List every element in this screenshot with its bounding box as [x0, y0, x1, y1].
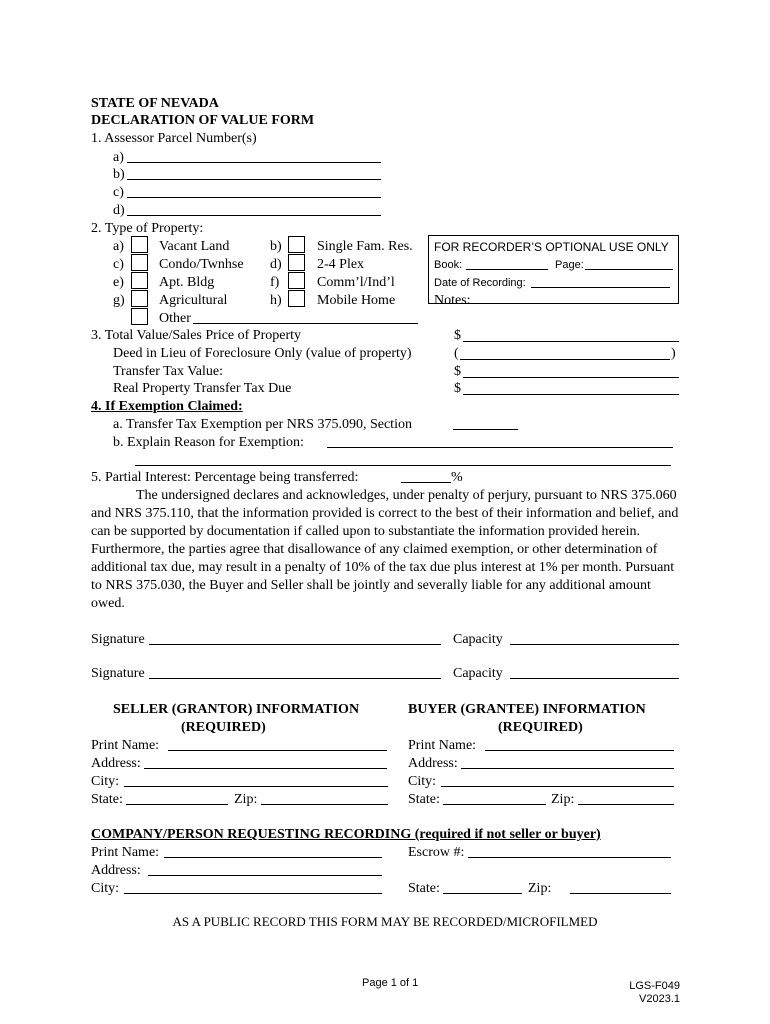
property-single-fam-checkbox[interactable] — [288, 236, 305, 253]
recorder-notes-label: Notes: — [434, 293, 471, 308]
parcel-a-field[interactable] — [127, 162, 381, 163]
partial-interest-label: 5. Partial Interest: Percentage being transferred: — [91, 470, 359, 485]
recorder-book-field[interactable] — [466, 269, 548, 270]
company-print-name-label: Print Name: — [91, 845, 160, 860]
exemption-section-label: a. Transfer Tax Exemption per NRS 375.090, Section — [113, 417, 412, 432]
parcel-c-label: c) — [113, 185, 124, 200]
property-single-fam-label: Single Fam. Res. — [317, 239, 413, 254]
company-escrow-field[interactable] — [468, 857, 671, 858]
property-agricultural-checkbox[interactable] — [131, 290, 148, 307]
transfer-tax-value-dollar: $ — [454, 364, 461, 379]
property-plex-checkbox[interactable] — [288, 254, 305, 271]
deed-in-lieu-field[interactable] — [460, 359, 670, 360]
form-version: V2023.1 — [639, 993, 680, 1005]
seller-print-name-field[interactable] — [168, 750, 387, 751]
parcel-d-field[interactable] — [127, 215, 381, 216]
signature-1-label: Signature — [91, 632, 145, 647]
total-value-field[interactable] — [463, 341, 679, 342]
exemption-reason-field-2[interactable] — [135, 465, 671, 466]
transfer-tax-value-field[interactable] — [463, 377, 679, 378]
company-zip-field[interactable] — [570, 893, 671, 894]
property-mobile-home-label: Mobile Home — [317, 293, 396, 308]
property-e-letter: e) — [113, 275, 124, 290]
capacity-1-label: Capacity — [453, 632, 503, 647]
parcel-b-field[interactable] — [127, 179, 381, 180]
capacity-2-label: Capacity — [453, 666, 503, 681]
seller-city-label: City: — [91, 774, 120, 789]
seller-address-label: Address: — [91, 756, 141, 771]
property-other-checkbox[interactable] — [131, 308, 148, 325]
signature-2-field[interactable] — [149, 678, 441, 679]
buyer-print-name-field[interactable] — [485, 750, 674, 751]
buyer-state-field[interactable] — [443, 804, 546, 805]
parcel-b-label: b) — [113, 167, 125, 182]
seller-state-label: State: — [91, 792, 123, 807]
property-a-letter: a) — [113, 239, 124, 254]
capacity-1-field[interactable] — [510, 644, 679, 645]
deed-close-paren: ) — [671, 346, 676, 361]
capacity-2-field[interactable] — [510, 678, 679, 679]
property-agricultural-label: Agricultural — [159, 293, 228, 308]
property-plex-label: 2-4 Plex — [317, 257, 365, 272]
seller-state-field[interactable] — [126, 804, 228, 805]
property-f-letter: f) — [270, 275, 280, 290]
company-city-label: City: — [91, 881, 120, 896]
company-zip-label: Zip: — [528, 881, 552, 896]
buyer-required: (REQUIRED) — [498, 720, 583, 735]
property-c-letter: c) — [113, 257, 124, 272]
property-apt-label: Apt. Bldg — [159, 275, 215, 290]
signature-1-field[interactable] — [149, 644, 441, 645]
recorder-page-field[interactable] — [585, 269, 673, 270]
property-comm-checkbox[interactable] — [288, 272, 305, 289]
property-comm-label: Comm’l/Ind’l — [317, 275, 395, 290]
transfer-tax-value-label: Transfer Tax Value: — [113, 364, 223, 379]
buyer-address-field[interactable] — [461, 768, 674, 769]
form-state-heading: STATE OF NEVADA — [91, 96, 219, 111]
company-print-name-field[interactable] — [164, 857, 382, 858]
parcel-a-label: a) — [113, 150, 124, 165]
recorder-date-label: Date of Recording: — [434, 277, 526, 289]
property-h-letter: h) — [270, 293, 282, 308]
buyer-print-name-label: Print Name: — [408, 738, 477, 753]
property-other-label: Other — [159, 311, 191, 326]
seller-heading: SELLER (GRANTOR) INFORMATION — [113, 702, 360, 717]
property-condo-checkbox[interactable] — [131, 254, 148, 271]
company-city-field[interactable] — [124, 893, 382, 894]
recorder-date-field[interactable] — [531, 287, 670, 288]
tax-due-dollar: $ — [454, 381, 461, 396]
section1-label: 1. Assessor Parcel Number(s) — [91, 131, 257, 146]
page-number: Page 1 of 1 — [362, 977, 419, 989]
property-condo-label: Condo/Twnhse — [159, 257, 244, 272]
exemption-reason-label: b. Explain Reason for Exemption: — [113, 435, 304, 450]
property-other-field[interactable] — [193, 323, 418, 324]
signature-2-label: Signature — [91, 666, 145, 681]
total-value-label: 3. Total Value/Sales Price of Property — [91, 328, 302, 343]
seller-zip-field[interactable] — [261, 804, 388, 805]
seller-address-field[interactable] — [144, 768, 387, 769]
form-id: LGS-F049 — [629, 980, 680, 992]
declaration-paragraph: The undersigned declares and acknowledges, under penalty of perjury, pursuant to NRS 375.060 and NRS 375.110, that the information provided is correct to the best of their information and belief, and can be supported by documentation if called upon to substantiate the information provided herein. Furthermore, the parties agree that disallowance of any claimed exemption, or other determination of additional tax due, may result in a penalty of 10% of the tax due plus interest at 1% per month. Pursuant to NRS 375.030, the Buyer and Seller shall be jointly and severally liable for any additional amount owed. — [91, 488, 679, 611]
property-mobile-home-checkbox[interactable] — [288, 290, 305, 307]
form-title: DECLARATION OF VALUE FORM — [91, 113, 315, 128]
seller-city-field[interactable] — [124, 786, 388, 787]
section2-label: 2. Type of Property: — [91, 221, 204, 236]
deed-open-paren: ( — [454, 346, 459, 361]
deed-in-lieu-label: Deed in Lieu of Foreclosure Only (value of property) — [113, 346, 412, 361]
total-value-dollar: $ — [454, 328, 461, 343]
property-apt-checkbox[interactable] — [131, 272, 148, 289]
property-g-letter: g) — [113, 293, 125, 308]
exemption-section-field[interactable] — [453, 429, 518, 430]
recorder-book-label: Book: — [434, 259, 463, 271]
seller-zip-label: Zip: — [234, 792, 258, 807]
buyer-zip-field[interactable] — [578, 804, 674, 805]
property-d-letter: d) — [270, 257, 282, 272]
company-address-field[interactable] — [148, 875, 382, 876]
recorder-page-label: Page: — [555, 259, 584, 271]
company-state-label: State: — [408, 881, 440, 896]
buyer-zip-label: Zip: — [551, 792, 575, 807]
buyer-state-label: State: — [408, 792, 440, 807]
property-vacant-land-checkbox[interactable] — [131, 236, 148, 253]
property-b-letter: b) — [270, 239, 282, 254]
buyer-city-label: City: — [408, 774, 437, 789]
buyer-city-field[interactable] — [441, 786, 674, 787]
seller-required: (REQUIRED) — [181, 720, 266, 735]
tax-due-label: Real Property Transfer Tax Due — [113, 381, 292, 396]
buyer-heading: BUYER (GRANTEE) INFORMATION — [408, 702, 646, 717]
recorder-box-title: FOR RECORDER’S OPTIONAL USE ONLY — [434, 240, 669, 254]
partial-interest-percent: % — [451, 470, 463, 485]
buyer-address-label: Address: — [408, 756, 458, 771]
exemption-heading: 4. If Exemption Claimed: — [91, 399, 243, 414]
parcel-d-label: d) — [113, 203, 125, 218]
company-escrow-label: Escrow #: — [408, 845, 465, 860]
company-heading: COMPANY/PERSON REQUESTING RECORDING (required if not seller or buyer) — [91, 827, 601, 842]
public-record-notice: AS A PUBLIC RECORD THIS FORM MAY BE RECORDED/MICROFILMED — [172, 914, 598, 929]
parcel-c-field[interactable] — [127, 197, 381, 198]
property-vacant-land-label: Vacant Land — [159, 239, 230, 254]
company-state-field[interactable] — [443, 893, 522, 894]
tax-due-field[interactable] — [463, 394, 679, 395]
seller-print-name-label: Print Name: — [91, 738, 160, 753]
company-address-label: Address: — [91, 863, 141, 878]
partial-interest-field[interactable] — [401, 482, 451, 483]
exemption-reason-field[interactable] — [327, 447, 673, 448]
